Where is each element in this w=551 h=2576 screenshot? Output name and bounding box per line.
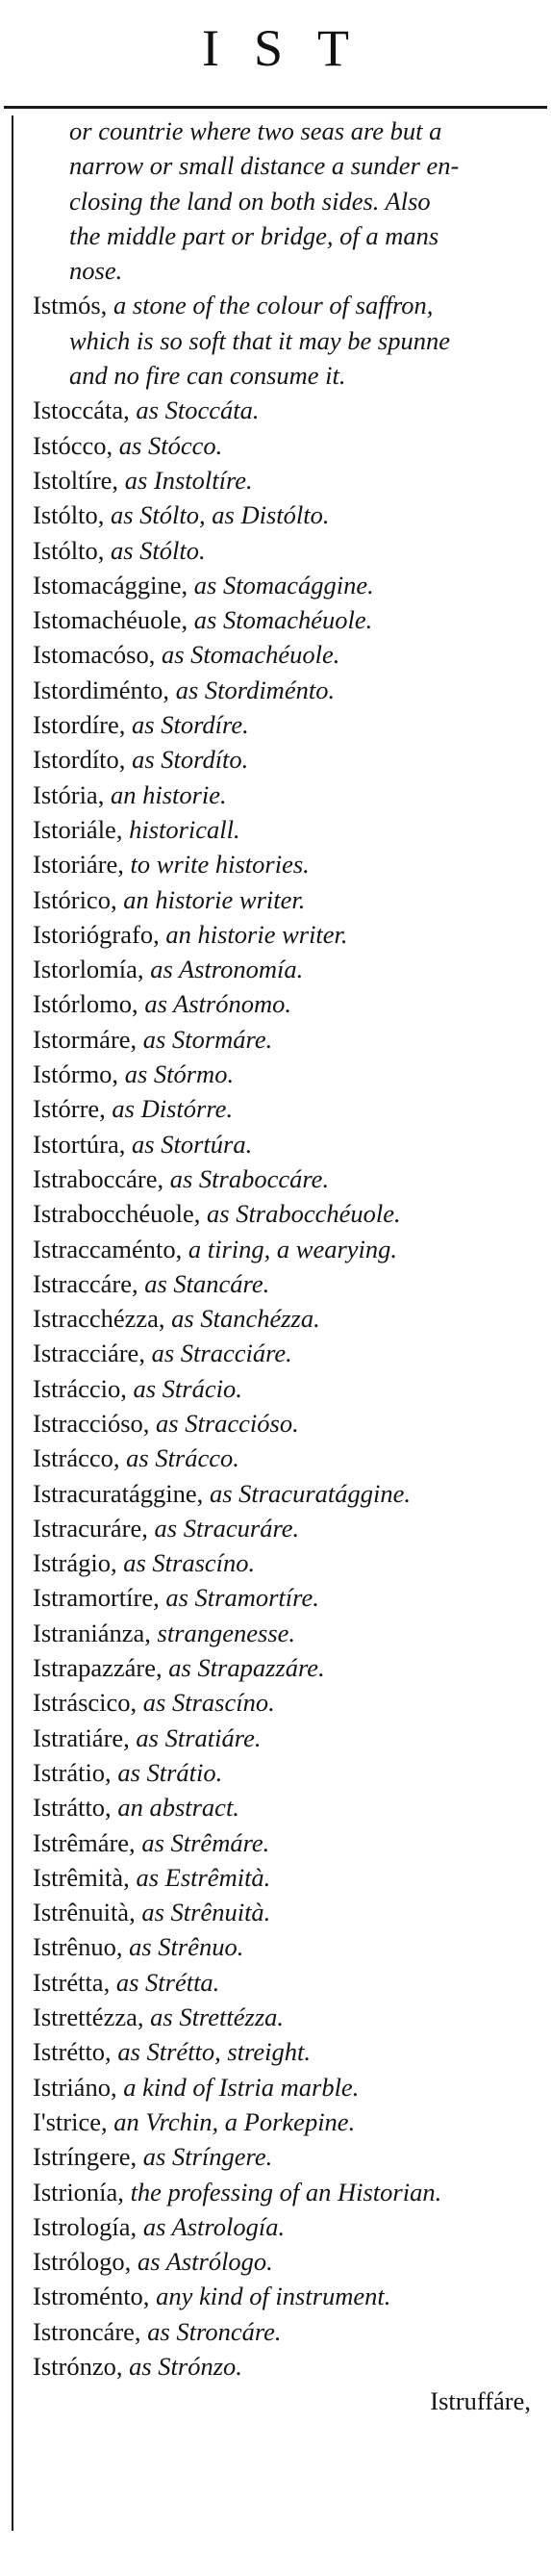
- entry-headword: Istórmo,: [33, 1059, 119, 1089]
- entry-headword: Istratiáre,: [33, 1722, 130, 1752]
- entry-headword: Istormáre,: [33, 1024, 138, 1054]
- dictionary-entry: [33, 1895, 542, 1929]
- entry-headword: Istrettézza,: [33, 2002, 144, 2032]
- entry-headword: Istrapazzáre,: [33, 1653, 163, 1683]
- entry-headword: Istrênuità,: [33, 1898, 136, 1927]
- dictionary-entry: [33, 1127, 542, 1161]
- entry-definition: as Straboccáre.: [163, 1163, 330, 1193]
- dictionary-entry: [33, 1336, 542, 1370]
- entry-headword: Istroménto,: [33, 2282, 150, 2311]
- dictionary-entry: [33, 2209, 542, 2244]
- entry-definition: as Stancáre.: [138, 1268, 270, 1298]
- entry-headword: Istracuráre,: [33, 1513, 148, 1543]
- entry-headword: Istomacággine,: [33, 570, 188, 599]
- dictionary-entry: [33, 637, 542, 672]
- entry-headword: Istomachéuole,: [33, 605, 188, 635]
- entry-definition: as Stordíre.: [125, 710, 249, 740]
- entry-definition: as Stomachéuole.: [188, 605, 373, 635]
- continuation-line: and no fire can consume it.: [69, 361, 346, 391]
- entry-headword: Istrabocchéuole,: [33, 1199, 201, 1229]
- entry-headword: Istoltíre,: [33, 465, 119, 495]
- dictionary-entry: [33, 673, 542, 707]
- dictionary-entry: [33, 1232, 542, 1266]
- entry-definition: as Distórre.: [105, 1094, 234, 1124]
- dictionary-entry: [33, 393, 542, 427]
- dictionary-entry: [33, 288, 542, 322]
- entry-definition: as Astrología.: [137, 2211, 286, 2241]
- entry-definition: as Strascíno.: [116, 1548, 256, 1578]
- dictionary-entry: [33, 2244, 542, 2279]
- entry-definition: as Strácio.: [126, 1373, 242, 1403]
- entry-headword: Istraboccáre,: [33, 1163, 164, 1193]
- entry-definition: as Stracuratággine.: [203, 1478, 411, 1508]
- entry-definition: as Strapazzáre.: [162, 1653, 325, 1683]
- dictionary-entry: [33, 2034, 542, 2069]
- dictionary-entry: [33, 1721, 542, 1755]
- dictionary-entry: [33, 1476, 542, 1511]
- dictionary-entry: [33, 1685, 542, 1720]
- dictionary-entry: [33, 428, 542, 463]
- entry-definition: an historie.: [104, 779, 227, 809]
- entry-headword: Istorlomía,: [33, 955, 144, 984]
- entry-definition: as Stólto.: [104, 535, 206, 565]
- entry-headword: Istoccáta,: [33, 395, 130, 425]
- entry-definition: as Stólto, as Distólto.: [104, 500, 330, 530]
- entry-definition: as Stoccáta.: [129, 395, 260, 425]
- dictionary-entry: [33, 1650, 542, 1685]
- entry-definition: as Stomachéuole.: [155, 640, 340, 670]
- entry-definition: an Vrchin, a Porkepine.: [107, 2106, 356, 2136]
- dictionary-entry: [33, 1790, 542, 1824]
- entry-definition: a tiring, a wearying.: [182, 1234, 398, 1263]
- entry-headword: Istrágio,: [33, 1548, 117, 1578]
- dictionary-entry: [33, 2279, 542, 2313]
- catchword: Istruffáre,: [430, 2386, 531, 2416]
- dictionary-entry: [33, 1545, 542, 1580]
- entry-definition: as Strácco.: [119, 1443, 239, 1473]
- dictionary-entry: [33, 1929, 542, 1964]
- continuation-line: narrow or small distance a sunder en-: [69, 151, 460, 181]
- entry-definition: as Stratiáre.: [129, 1722, 262, 1752]
- dictionary-entry: [33, 533, 542, 568]
- entry-headword: Istrétto,: [33, 2037, 112, 2067]
- dictionary-entry: [33, 2314, 542, 2349]
- dictionary-entry: [33, 568, 542, 602]
- entry-headword: Istrétta,: [33, 1967, 111, 1997]
- entry-definition: as Strêmáre.: [135, 1827, 270, 1857]
- entry-definition: as Stríngere.: [137, 2142, 273, 2172]
- entry-definition: historicall.: [122, 814, 240, 844]
- entry-definition: as Estrêmità.: [129, 1862, 271, 1892]
- dictionary-entry: [33, 812, 542, 847]
- entry-definition: as Instoltíre.: [118, 465, 253, 495]
- dictionary-entry: [33, 2070, 542, 2104]
- entry-definition: an abstract.: [111, 1793, 239, 1823]
- dictionary-entry: [33, 742, 542, 777]
- dictionary-entry: [33, 1406, 542, 1441]
- entry-definition: as Astrólogo.: [131, 2247, 273, 2277]
- dictionary-entry: [33, 1301, 542, 1336]
- entry-definition: as Stanchézza.: [164, 1304, 320, 1334]
- entry-headword: Istória,: [33, 779, 105, 809]
- continuation-line: closing the land on both sides. Also: [69, 186, 431, 216]
- entry-headword: Istroncáre,: [33, 2316, 141, 2346]
- entry-definition: as Strênuo.: [122, 1932, 244, 1962]
- entry-headword: Istraccaménto,: [33, 1234, 183, 1263]
- entry-headword: Istrónzo,: [33, 2352, 123, 2381]
- entry-definition: as Stórmo.: [118, 1059, 235, 1089]
- entry-definition: as Strátio.: [111, 1757, 223, 1787]
- entry-definition: as Strettézza.: [143, 2002, 285, 2032]
- entry-definition: as Astronomía.: [143, 955, 304, 984]
- dictionary-column: [33, 114, 542, 2419]
- entry-headword: Istríngere,: [33, 2142, 138, 2172]
- continuation-line: the middle part or bridge, of a mans: [69, 220, 439, 250]
- dictionary-entry: [33, 1511, 542, 1545]
- entry-definition: as Stortúra.: [125, 1129, 253, 1159]
- entry-headword: Istrátio,: [33, 1757, 112, 1787]
- entry-definition: as Strênuità.: [135, 1898, 271, 1927]
- dictionary-entry: [33, 952, 542, 986]
- dictionary-entry: [33, 497, 542, 532]
- dictionary-entry: [33, 602, 542, 637]
- entry-definition: an historie writer.: [116, 884, 306, 914]
- entry-headword: Istrología,: [33, 2211, 138, 2241]
- entry-headword: Istórico,: [33, 884, 117, 914]
- dictionary-entry: [33, 986, 542, 1021]
- entry-headword: Istólto,: [33, 500, 105, 530]
- entry-headword: Istrêmáre,: [33, 1827, 136, 1857]
- entry-headword: Istráscico,: [33, 1688, 138, 1718]
- continuation-line: nose.: [69, 256, 123, 286]
- entry-headword: Istócco,: [33, 430, 113, 460]
- entry-definition: as Stramortíre.: [159, 1583, 319, 1613]
- dictionary-entry: [33, 2139, 542, 2174]
- dictionary-entry: [33, 2104, 542, 2139]
- entry-definition: as Strétto, streight.: [111, 2037, 312, 2067]
- entry-headword: Istriáno,: [33, 2072, 117, 2102]
- entry-headword: Istoriógrafo,: [33, 919, 160, 949]
- entry-headword: Istordíto,: [33, 745, 126, 775]
- entry-definition: to write histories.: [123, 850, 310, 880]
- entry-headword: Istórre,: [33, 1094, 106, 1124]
- dictionary-entry: [33, 1825, 542, 1860]
- entry-headword: Istrátto,: [33, 1793, 112, 1823]
- entry-definition: as Stracciáre.: [144, 1339, 292, 1368]
- entry-headword: Istrácco,: [33, 1443, 120, 1473]
- entry-definition: as Stomacággine.: [188, 570, 374, 599]
- entry-headword: Istrênuo,: [33, 1932, 123, 1962]
- entry-definition: as Stordíto.: [125, 745, 249, 775]
- column-rule: [12, 115, 13, 2531]
- entry-headword: Istrólogo,: [33, 2247, 132, 2277]
- entry-definition: as Stócco.: [113, 430, 223, 460]
- entry-definition: as Strabocchéuole.: [200, 1199, 401, 1229]
- entry-headword: Istólto,: [33, 535, 105, 565]
- entry-definition: as Stracuráre.: [147, 1513, 300, 1543]
- dictionary-entry: [33, 1161, 542, 1196]
- dictionary-entry: [33, 1057, 542, 1091]
- dictionary-entry: [33, 1441, 542, 1475]
- entry-headword: Istracuratággine,: [33, 1478, 204, 1508]
- dictionary-entry: [33, 1196, 542, 1231]
- dictionary-entry: [33, 778, 542, 812]
- entry-headword: Istortúra,: [33, 1129, 126, 1159]
- entry-headword: Istrêmità,: [33, 1862, 130, 1892]
- entry-headword: Istordíre,: [33, 710, 126, 740]
- dictionary-entry: [33, 1371, 542, 1406]
- entry-headword: Istramortíre,: [33, 1583, 160, 1613]
- page-title: IST: [202, 19, 384, 77]
- entry-headword: Istracchézza,: [33, 1304, 165, 1334]
- entry-headword: Istordiménto,: [33, 675, 170, 704]
- entry-headword: I'strice,: [33, 2106, 108, 2136]
- dictionary-entry: [33, 847, 542, 881]
- entry-definition: as Straccióso.: [149, 1408, 299, 1438]
- entry-headword: Istráccio,: [33, 1373, 127, 1403]
- entry-headword: Istracciáre,: [33, 1339, 145, 1368]
- dictionary-entry: [33, 1022, 542, 1057]
- entry-definition: as Stroncáre.: [140, 2316, 282, 2346]
- entry-headword: Istmós,: [33, 291, 108, 320]
- entry-headword: Istraniánza,: [33, 1618, 151, 1647]
- header-rule: [4, 106, 547, 109]
- entry-headword: Istoriále,: [33, 814, 123, 844]
- dictionary-entry: [33, 1616, 542, 1650]
- entry-definition: strangenesse.: [150, 1618, 296, 1647]
- dictionary-entry: [33, 2349, 542, 2384]
- dictionary-entry: [33, 2000, 542, 2034]
- entry-headword: Istrionía,: [33, 2177, 124, 2206]
- entry-headword: Istomacóso,: [33, 640, 156, 670]
- dictionary-entry: [33, 707, 542, 742]
- continuation-line: which is so soft that it may be spunne: [69, 325, 451, 355]
- entry-definition: the professing of an Historian.: [123, 2177, 442, 2206]
- dictionary-entry: [33, 917, 542, 952]
- entry-definition: a kind of Istria marble.: [116, 2072, 360, 2102]
- dictionary-entry: [33, 1860, 542, 1895]
- dictionary-entry: [33, 1091, 542, 1126]
- entry-definition: as Stormáre.: [137, 1024, 273, 1054]
- dictionary-entry: [33, 2175, 542, 2209]
- entry-definition: as Astrónomo.: [138, 989, 291, 1019]
- entry-headword: Istoriáre,: [33, 850, 124, 880]
- entry-headword: Istraccióso,: [33, 1408, 150, 1438]
- entry-definition: as Stordiménto.: [169, 675, 336, 704]
- page-header: [0, 0, 551, 108]
- dictionary-entry: [33, 1266, 542, 1301]
- entry-definition: as Strascíno.: [137, 1688, 275, 1718]
- dictionary-entry: [33, 1580, 542, 1615]
- continuation-line: or countrie where two seas are but a: [69, 116, 442, 145]
- dictionary-entry: [33, 882, 542, 917]
- dictionary-entry: [33, 463, 542, 497]
- dictionary-entry: [33, 1965, 542, 2000]
- entry-definition: an historie writer.: [159, 919, 348, 949]
- entry-definition: as Strétta.: [110, 1967, 220, 1997]
- entry-definition: a stone of the colour of saffron,: [107, 291, 434, 320]
- entry-headword: Istórlomo,: [33, 989, 138, 1019]
- entry-definition: as Strónzo.: [122, 2352, 242, 2381]
- dictionary-entry: [33, 1755, 542, 1790]
- entry-headword: Istraccáre,: [33, 1268, 138, 1298]
- entry-definition: any kind of instrument.: [149, 2282, 391, 2311]
